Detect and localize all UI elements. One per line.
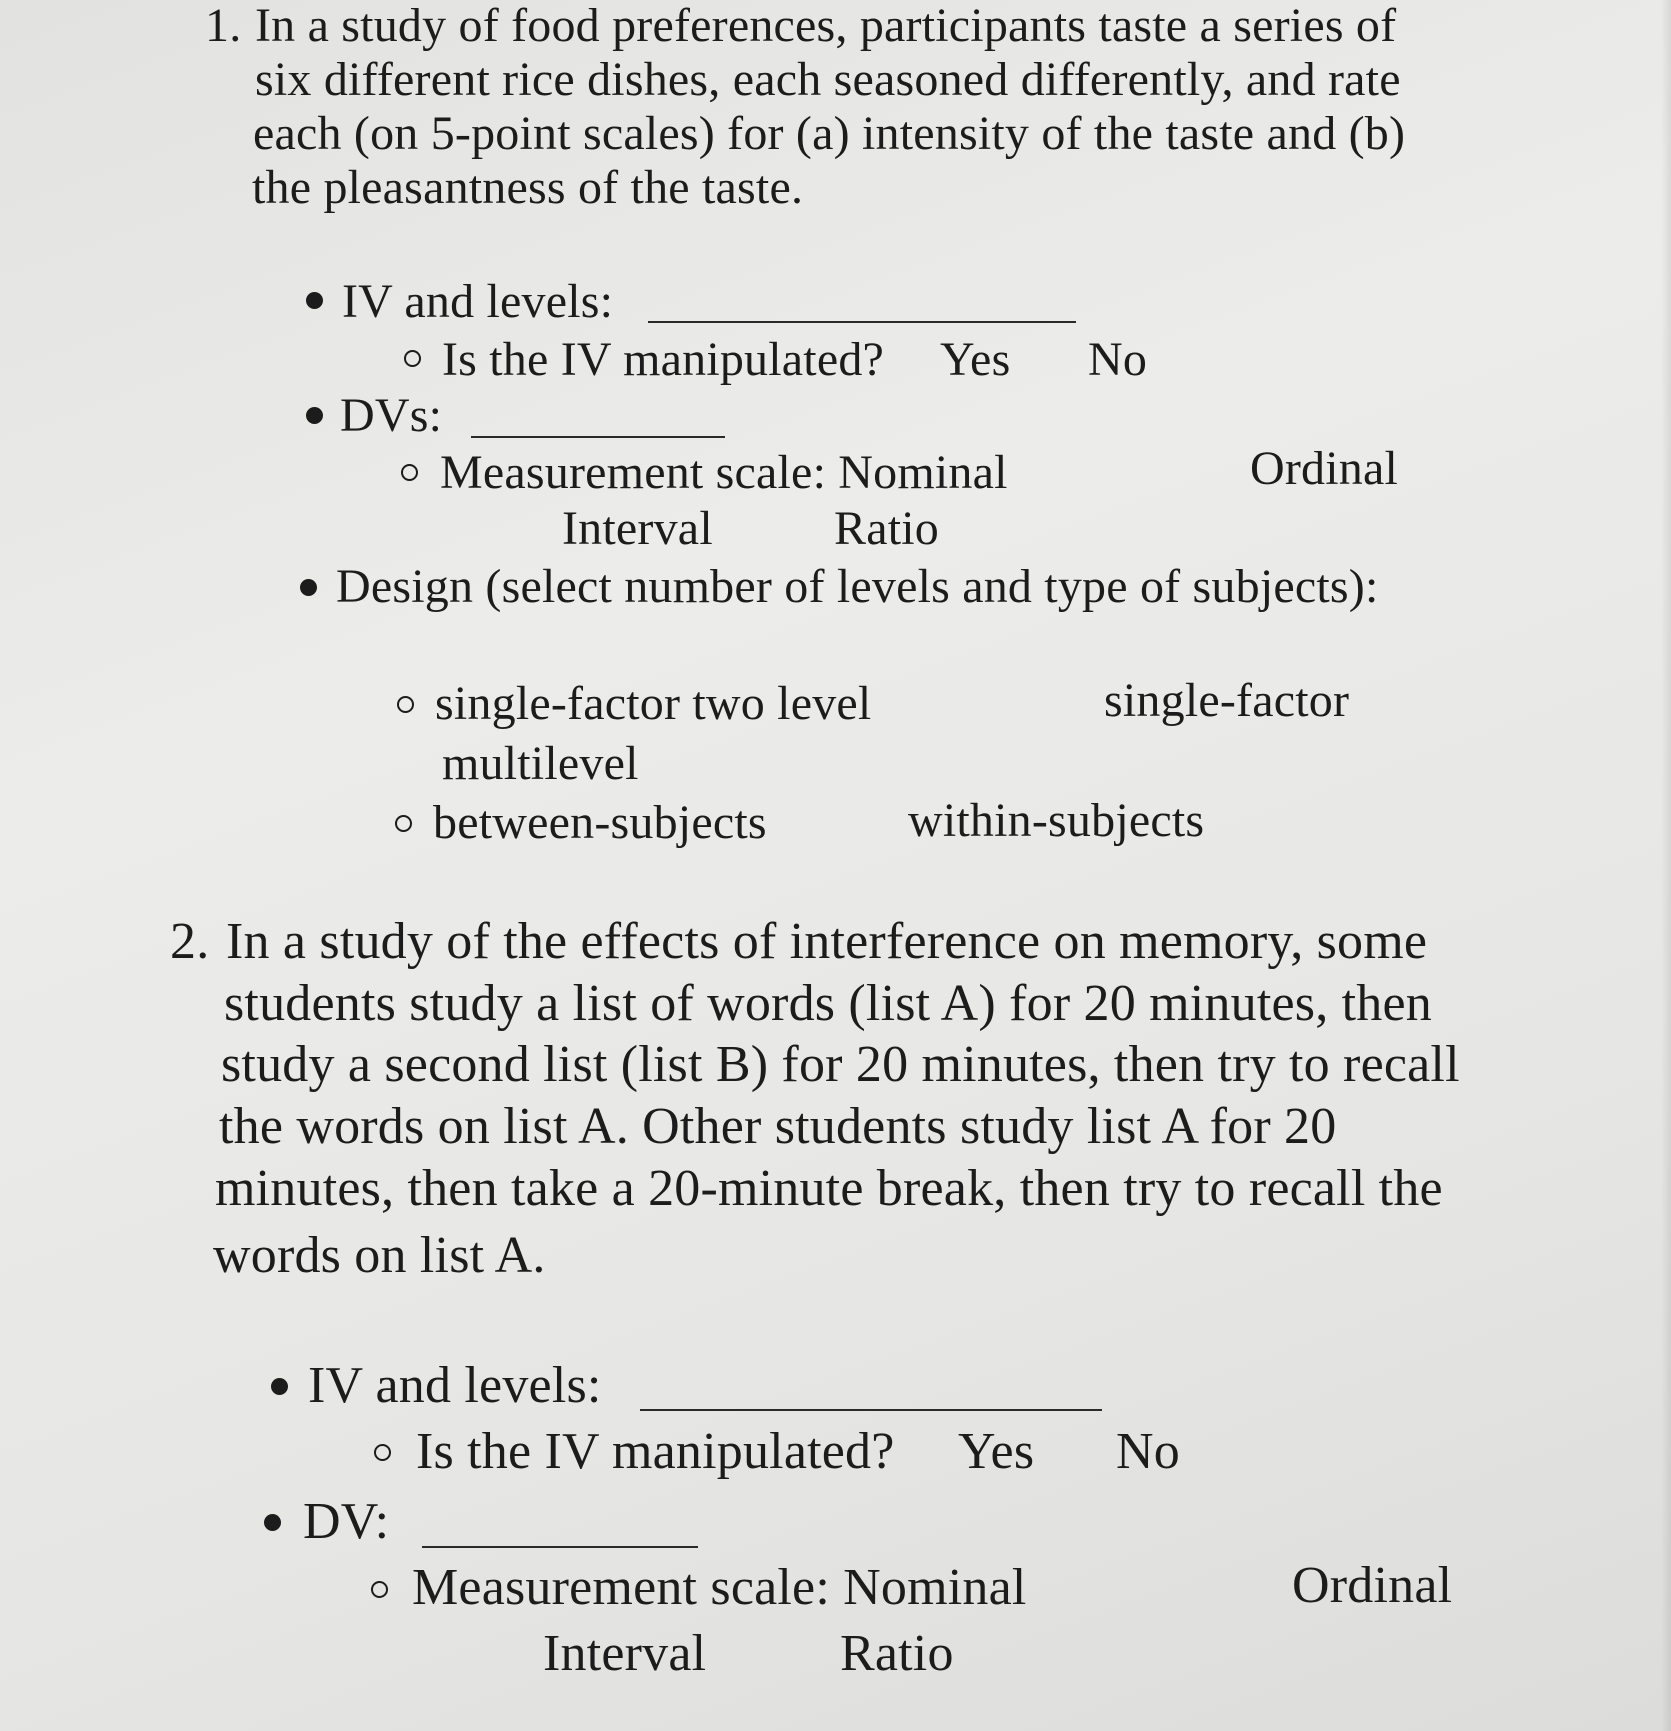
q2-scale-interval-option[interactable]: Interval bbox=[543, 1625, 707, 1682]
q2-text-line-3: study a second list (list B) for 20 minutes, then try to recall bbox=[221, 1036, 1460, 1093]
q2-number: 2. bbox=[170, 913, 210, 970]
q1-iv-label: IV and levels: bbox=[342, 275, 614, 328]
q1-design-label: Design (select number of levels and type of subjects): bbox=[336, 560, 1379, 613]
q2-manip-no-option[interactable]: No bbox=[1116, 1423, 1180, 1480]
q1-design-bullet bbox=[300, 579, 317, 596]
q1-single-factor-multilevel-option[interactable]: single-factor bbox=[1104, 674, 1350, 727]
q1-scale-interval-option[interactable]: Interval bbox=[562, 502, 713, 555]
q1-manip-circle-bullet bbox=[404, 350, 421, 367]
q1-text-line-2: six different rice dishes, each seasoned differently, and rate bbox=[255, 53, 1401, 106]
q2-manip-circle-bullet bbox=[374, 1444, 391, 1461]
q2-iv-bullet bbox=[271, 1378, 288, 1395]
q2-text-line-1: In a study of the effects of interference on memory, some bbox=[226, 913, 1428, 970]
q1-text-line-4: the pleasantness of the taste. bbox=[252, 161, 804, 214]
q2-scale-ratio-option[interactable]: Ratio bbox=[840, 1625, 954, 1682]
q2-dv-answer-blank[interactable] bbox=[422, 1546, 698, 1548]
q1-scale-circle-bullet bbox=[401, 464, 418, 481]
q1-single-factor-two-level-option[interactable]: single-factor two level bbox=[435, 677, 872, 730]
q1-manip-yes-option[interactable]: Yes bbox=[940, 333, 1011, 386]
q1-number: 1. bbox=[205, 0, 242, 52]
q1-dv-bullet bbox=[306, 407, 323, 424]
q1-within-subjects-option[interactable]: within-subjects bbox=[908, 794, 1205, 847]
q1-levels-circle-bullet bbox=[397, 696, 414, 713]
q2-dv-bullet bbox=[264, 1514, 281, 1531]
q1-scale-label-nominal[interactable]: Measurement scale: Nominal bbox=[440, 446, 1008, 499]
q2-iv-label: IV and levels: bbox=[308, 1357, 602, 1414]
q1-dv-label: DVs: bbox=[340, 389, 443, 442]
q1-scale-ordinal-option[interactable]: Ordinal bbox=[1250, 442, 1399, 495]
q1-between-subjects-option[interactable]: between-subjects bbox=[433, 796, 767, 849]
page-edge-shadow bbox=[1661, 0, 1671, 1731]
q1-manip-no-option[interactable]: No bbox=[1088, 333, 1148, 386]
q2-scale-ordinal-option[interactable]: Ordinal bbox=[1292, 1557, 1453, 1614]
q2-text-line-6: words on list A. bbox=[213, 1227, 546, 1284]
q2-iv-answer-blank[interactable] bbox=[640, 1409, 1102, 1411]
q1-dv-answer-blank[interactable] bbox=[471, 436, 725, 438]
q2-manip-yes-option[interactable]: Yes bbox=[958, 1423, 1035, 1480]
q1-multilevel-text[interactable]: multilevel bbox=[442, 737, 639, 790]
q1-text-line-1: In a study of food preferences, participants taste a series of bbox=[255, 0, 1397, 52]
q2-scale-label-nominal[interactable]: Measurement scale: Nominal bbox=[412, 1559, 1027, 1616]
q2-text-line-5: minutes, then take a 20-minute break, then try to recall the bbox=[215, 1160, 1443, 1217]
q2-text-line-2: students study a list of words (list A) for 20 minutes, then bbox=[224, 975, 1432, 1032]
q2-dv-label: DV: bbox=[303, 1493, 390, 1550]
q1-scale-ratio-option[interactable]: Ratio bbox=[834, 502, 939, 555]
q2-scale-circle-bullet bbox=[371, 1581, 388, 1598]
q1-subjects-circle-bullet bbox=[395, 815, 412, 832]
q2-manip-label: Is the IV manipulated? bbox=[416, 1423, 895, 1480]
q1-iv-bullet bbox=[306, 292, 323, 309]
q1-manip-label: Is the IV manipulated? bbox=[442, 333, 885, 386]
q1-text-line-3: each (on 5-point scales) for (a) intensity of the taste and (b) bbox=[253, 107, 1406, 160]
q2-text-line-4: the words on list A. Other students study list A for 20 bbox=[219, 1098, 1337, 1155]
q1-iv-answer-blank[interactable] bbox=[648, 321, 1076, 323]
